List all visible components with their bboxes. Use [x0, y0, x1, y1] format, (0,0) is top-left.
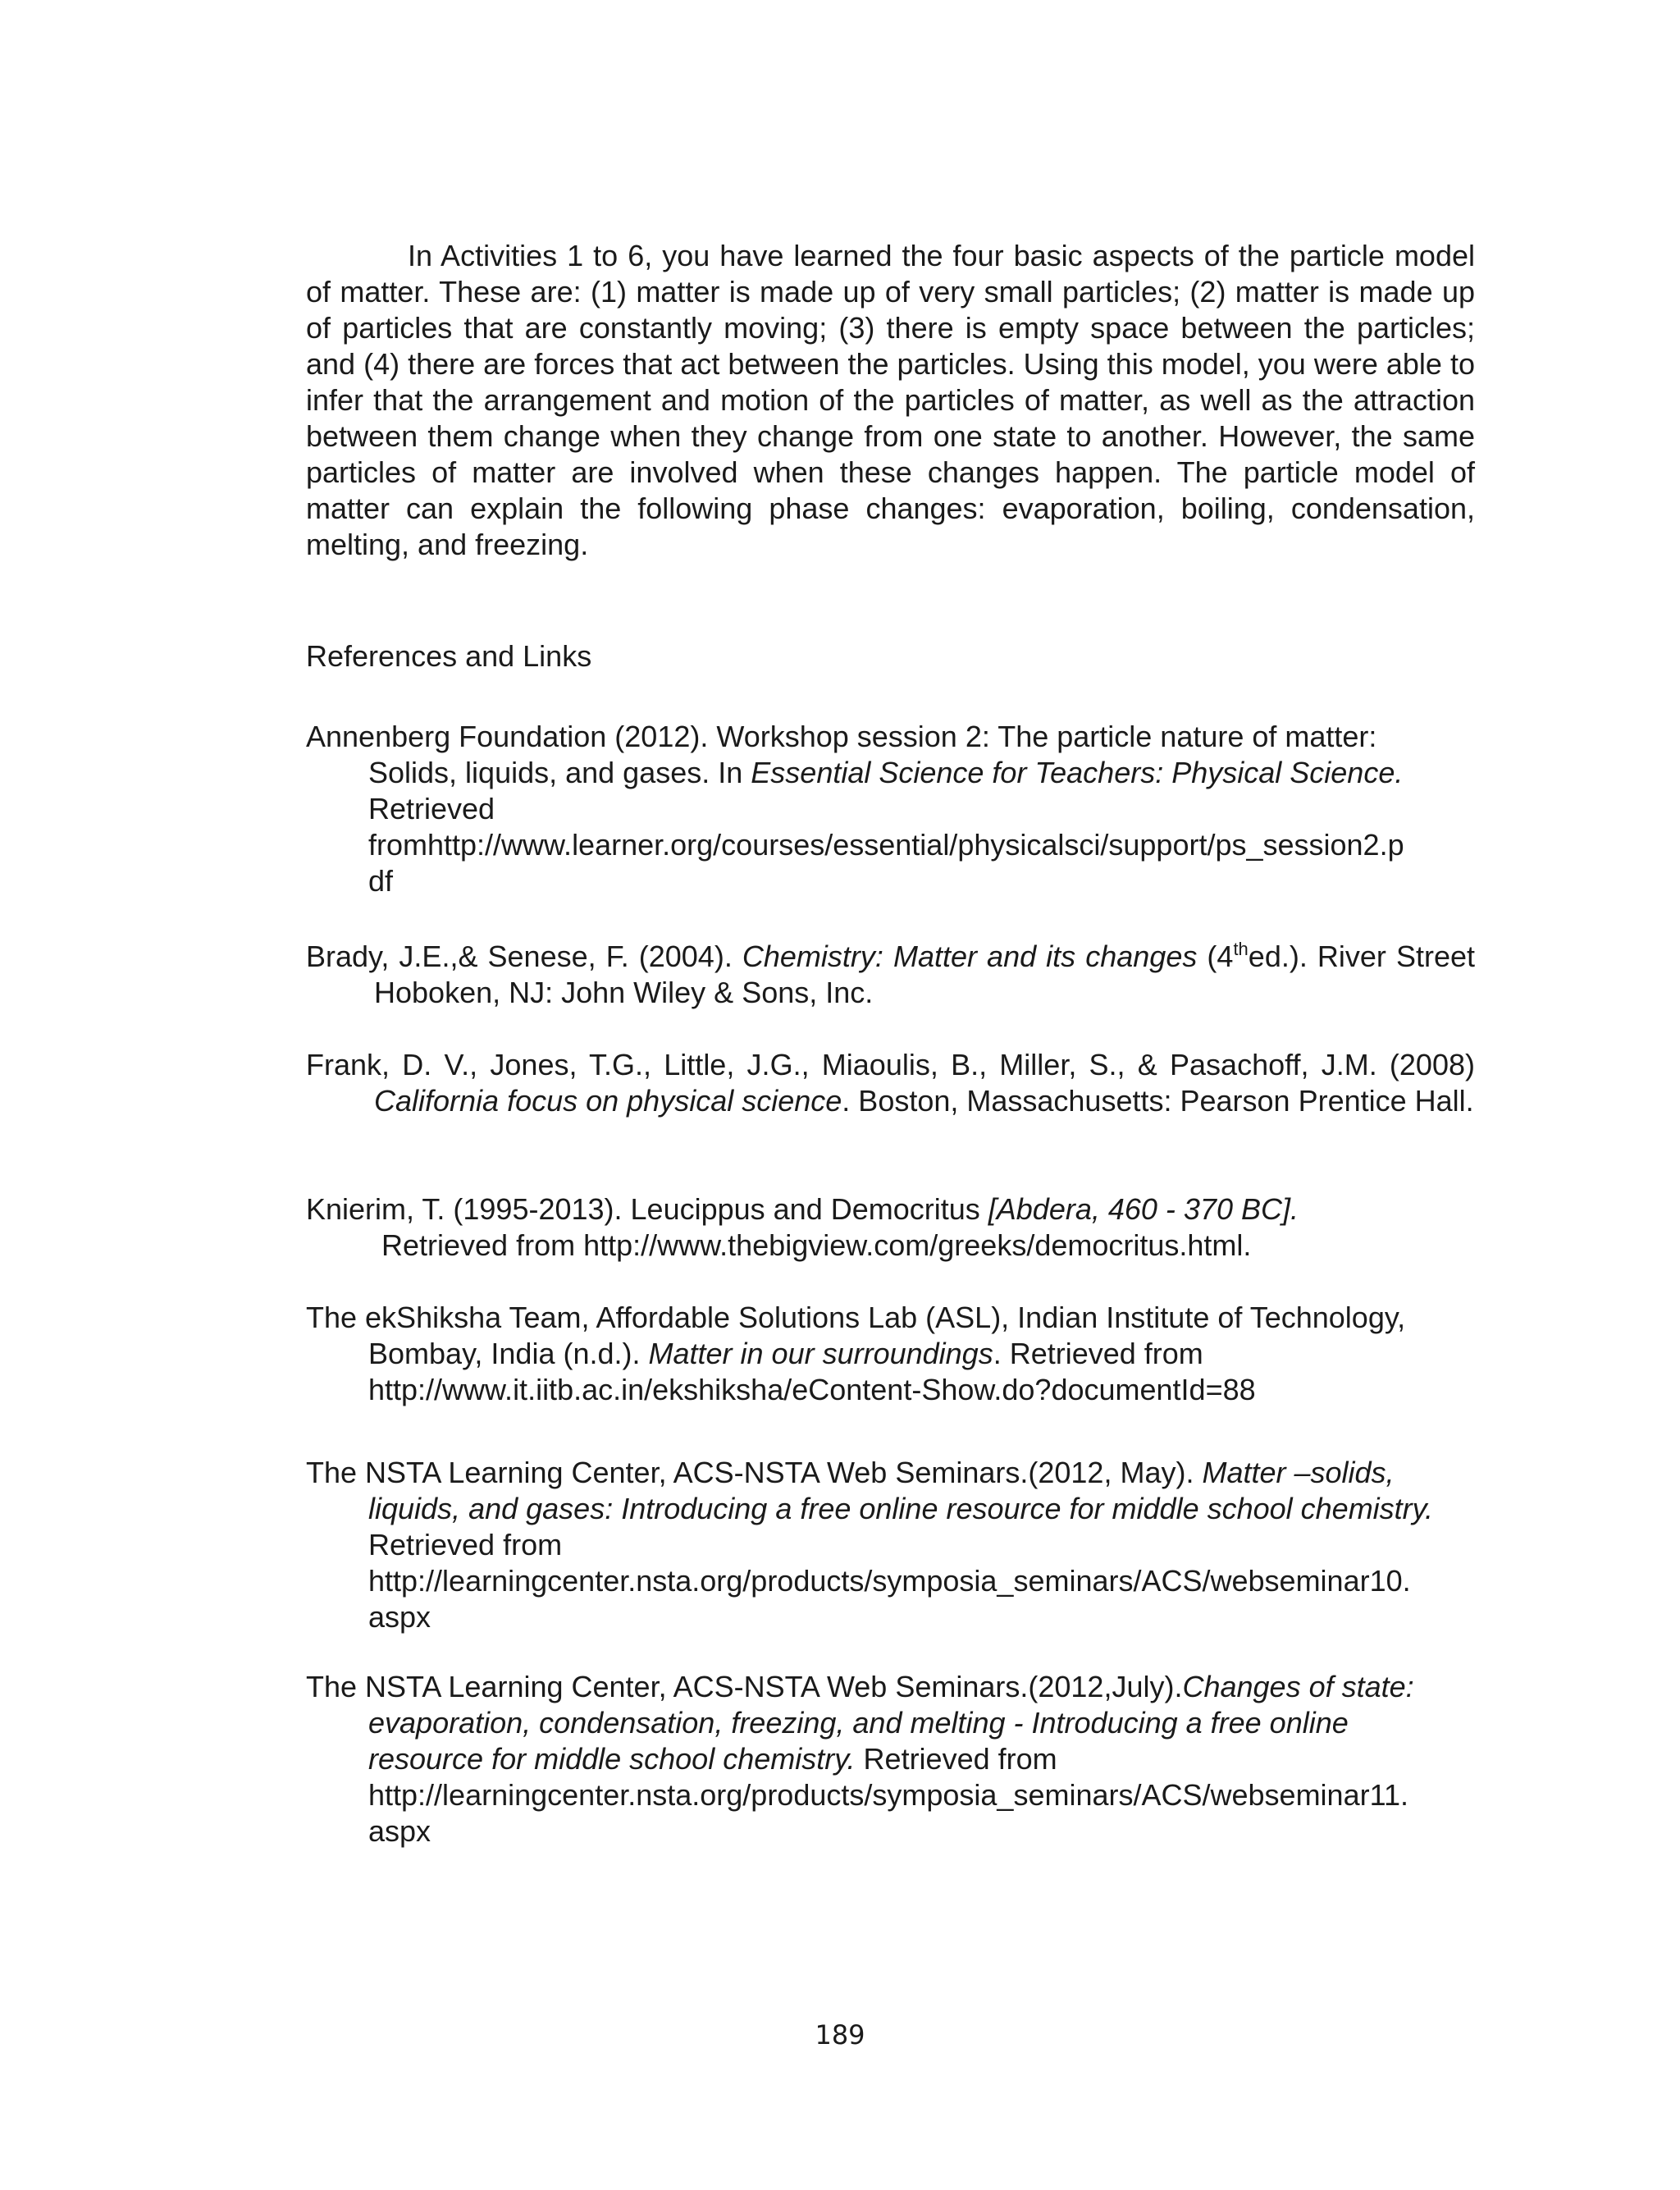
ref-text: The NSTA Learning Center, ACS-NSTA Web Seminars.(2012,July).: [306, 1670, 1183, 1703]
reference-knierim: [306, 1191, 1475, 1264]
ref-text: The ekShiksha Team, Affordable Solutions Lab (ASL), Indian Institute of Technology, Bombay, India (n.d.).: [306, 1301, 1406, 1370]
ref-text: Knierim, T. (1995-2013). Leucippus and Democritus: [306, 1192, 988, 1226]
ref-url-continued: aspx: [368, 1814, 431, 1848]
reference-nsta-may: [306, 1455, 1471, 1635]
ref-url[interactable]: http://learningcenter.nsta.org/products/symposia_seminars/ACS/webseminar11.: [368, 1778, 1408, 1812]
ref-url-continued: aspx: [368, 1600, 431, 1634]
reference-annenberg: [306, 719, 1446, 899]
reference-brady: [306, 939, 1475, 1011]
ref-title: Essential Science for Teachers: Physical Science.: [751, 756, 1404, 789]
ref-text: Retrieved from: [855, 1742, 1057, 1776]
intro-paragraph: In Activities 1 to 6, you have learned the four basic aspects of the particle model of matter. These are: (1) matter is made up of very small particles; (2) matter is made up of particles that are constantly moving; (3) there is empty space between the particles; and (4) there are forces that act between the particles. Using this model, you were able to infer that the arrangement and motion of the particles of matter, as well as the attraction between them change when they change from one state to another. However, the same particles of matter are involved when these changes happen. The particle model of matter can explain the following phase changes: evaporation, boiling, condensation, melting, and freezing.: [306, 239, 1475, 561]
page-number: 189: [815, 2019, 865, 2051]
ref-title: Matter in our surroundings: [648, 1337, 993, 1370]
ref-text: Annenberg Foundation (2012). Workshop session 2: The particle nature of matter: Solids, liquids, and gases. In: [306, 720, 1377, 789]
ref-superscript: th: [1233, 939, 1249, 959]
ref-title: [Abdera, 460 - 370 BC].: [988, 1192, 1299, 1226]
ref-text: Brady, J.E.,& Senese, F. (2004).: [306, 940, 742, 973]
ref-retrieved: Retrieved from http://www.thebigview.com/greeks/democritus.html.: [381, 1228, 1252, 1262]
ref-title: Chemistry: Matter and its changes: [742, 940, 1198, 973]
references-heading: References and Links: [306, 639, 592, 673]
ref-text: (4: [1197, 940, 1234, 973]
ref-url[interactable]: fromhttp://www.learner.org/courses/essential/physicalsci/support/ps_session2.p: [368, 828, 1404, 862]
ref-url[interactable]: http://www.it.iitb.ac.in/ekshiksha/eContent-Show.do?documentId=88: [368, 1373, 1256, 1406]
ref-text: Frank, D. V., Jones, T.G., Little, J.G., Miaoulis, B., Miller, S., & Pasachoff, J.M. (2008): [306, 1048, 1475, 1081]
ref-text: Retrieved: [368, 792, 495, 825]
ref-title: California focus on physical science: [374, 1084, 842, 1118]
ref-text: The NSTA Learning Center, ACS-NSTA Web Seminars.(2012, May).: [306, 1456, 1203, 1489]
ref-text: . Retrieved from: [993, 1337, 1203, 1370]
ref-text: . Boston, Massachusetts: Pearson Prentice Hall.: [842, 1084, 1474, 1118]
ref-title: Matter –solids, liquids, and gases: Introducing a free online resource for middle school chemistry.: [368, 1456, 1434, 1525]
ref-url-continued: df: [368, 864, 394, 898]
ref-text: ed.). River Street Hoboken, NJ: John Wiley & Sons, Inc.: [374, 940, 1476, 1009]
reference-nsta-july: [306, 1669, 1418, 1849]
ref-url[interactable]: http://learningcenter.nsta.org/products/symposia_seminars/ACS/webseminar10.: [368, 1564, 1411, 1598]
reference-ekshiksha: [306, 1300, 1475, 1408]
ref-title: Changes of state: evaporation, condensation, freezing, and melting - Introducing a free online resource for middle school chemistry.: [368, 1670, 1414, 1776]
ref-text: Retrieved from: [368, 1528, 563, 1561]
reference-frank: [306, 1047, 1475, 1119]
